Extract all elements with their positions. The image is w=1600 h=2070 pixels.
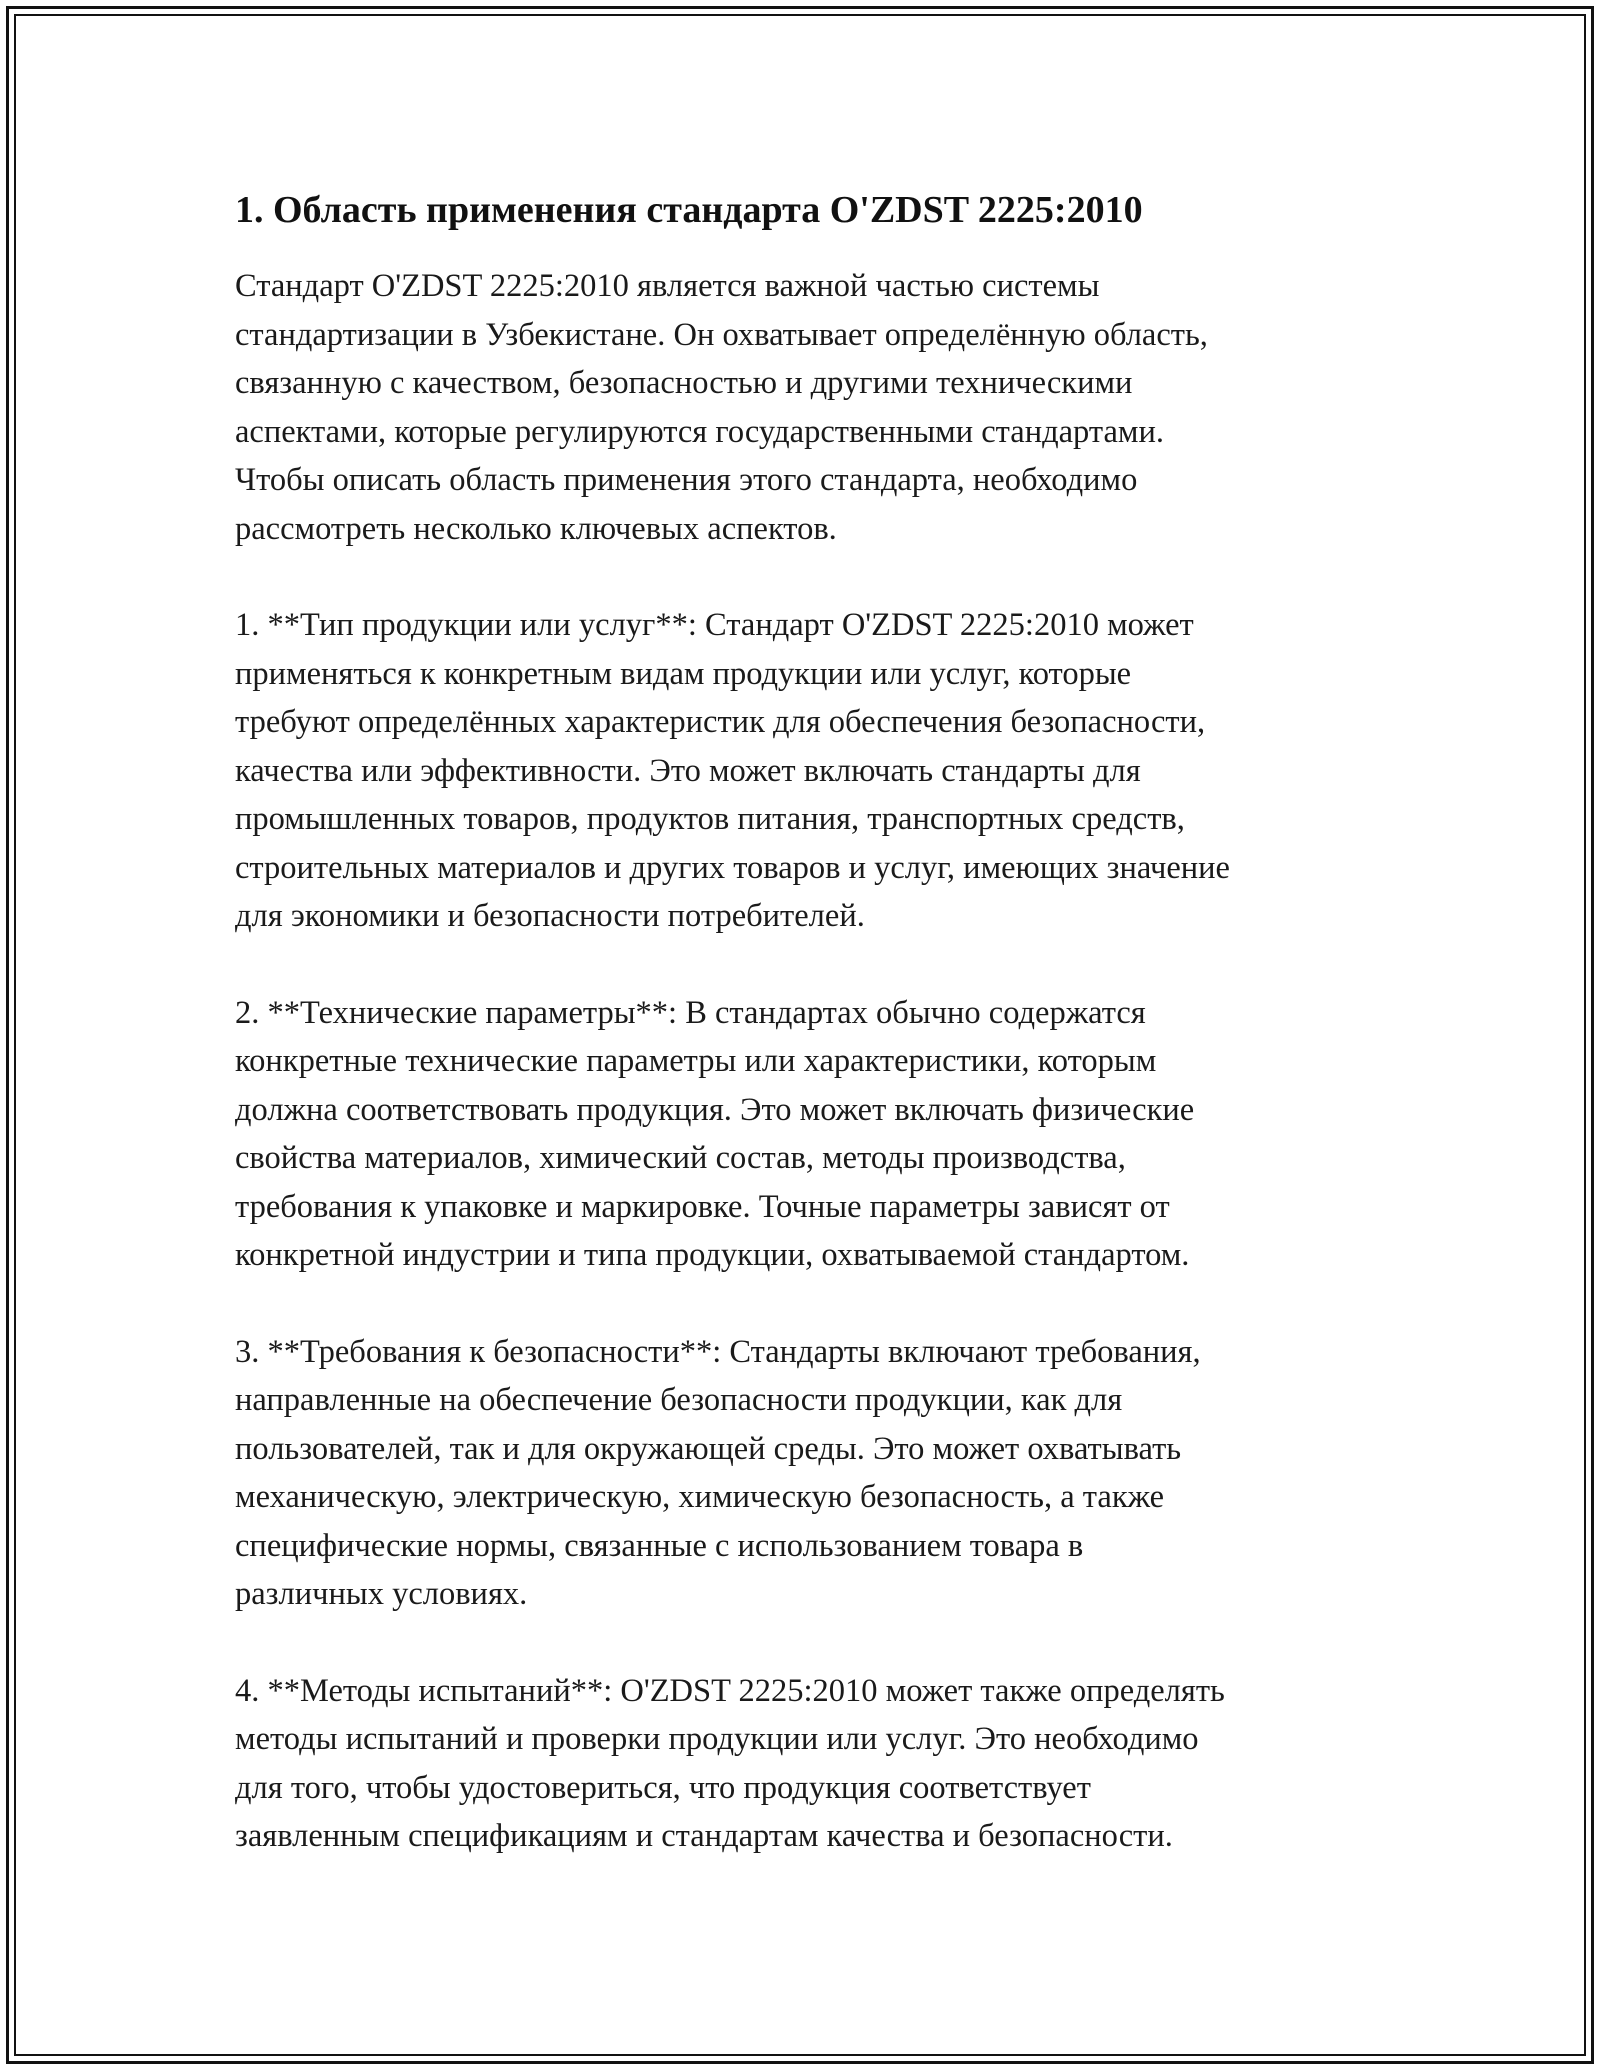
list-item-technical-parameters xyxy=(235,989,1385,1280)
text-line: требуют определённых характеристик для обеспечения безопасности, xyxy=(235,704,1206,740)
text-line: рассмотреть несколько ключевых аспектов. xyxy=(235,510,837,547)
text-line: конкретные технические параметры или характеристики, которым xyxy=(235,1043,1157,1079)
text-line: требования к упаковке и маркировке. Точные параметры зависят от xyxy=(235,1188,1170,1225)
list-item-product-type xyxy=(235,601,1385,941)
text-line: Стандарт O'ZDST 2225:2010 является важной частью системы xyxy=(235,268,1100,304)
text-line: специфические нормы, связанные с использованием товара в xyxy=(235,1527,1084,1564)
list-item-safety-requirements xyxy=(235,1328,1385,1619)
text-line: аспектами, которые регулируются государственными стандартами. xyxy=(235,413,1164,450)
text-line: заявленным спецификациям и стандартам качества и безопасности. xyxy=(235,1818,1173,1854)
document-body xyxy=(235,186,1385,1861)
text-line: Чтобы описать область применения этого стандарта, необходимо xyxy=(235,462,1138,498)
text-line: механическую, электрическую, химическую безопасность, а также xyxy=(235,1479,1165,1515)
text-line: применяться к конкретным видам продукции или услуг, которые xyxy=(235,655,1132,692)
text-line: направленные на обеспечение безопасности продукции, как для xyxy=(235,1382,1123,1418)
text-line: стандартизации в Узбекистане. Он охватывает определённую область, xyxy=(235,316,1208,353)
text-line: различных условиях. xyxy=(235,1576,528,1612)
text-line: строительных материалов и других товаров и услуг, имеющих значение xyxy=(235,849,1230,886)
text-line: для того, чтобы удостовериться, что продукция соответствует xyxy=(235,1769,1091,1806)
text-line: пользователей, так и для окружающей среды. Это может охватывать xyxy=(235,1430,1182,1467)
text-line: промышленных товаров, продуктов питания, транспортных средств, xyxy=(235,801,1185,837)
text-line: качества или эффективности. Это может включать стандарты для xyxy=(235,752,1141,789)
intro-paragraph xyxy=(235,262,1385,553)
text-line: связанную с качеством, безопасностью и другими техническими xyxy=(235,365,1133,401)
text-line: должна соответствовать продукция. Это может включать физические xyxy=(235,1091,1195,1128)
text-line: методы испытаний и проверки продукции или услуг. Это необходимо xyxy=(235,1721,1199,1757)
text-line: конкретной индустрии и типа продукции, охватываемой стандартом. xyxy=(235,1237,1190,1273)
section-heading: 1. Область применения стандарта O'ZDST 2225:2010 xyxy=(235,189,1143,231)
text-line: 2. **Технические параметры**: В стандартах обычно содержатся xyxy=(235,994,1146,1031)
text-line: 4. **Методы испытаний**: O'ZDST 2225:2010 может также определять xyxy=(235,1672,1225,1709)
text-line: свойства материалов, химический состав, методы производства, xyxy=(235,1140,1126,1176)
text-line: 1. **Тип продукции или услуг**: Стандарт O'ZDST 2225:2010 может xyxy=(235,607,1194,643)
text-line: для экономики и безопасности потребителей. xyxy=(235,898,865,934)
list-item-test-methods xyxy=(235,1667,1385,1861)
text-line: 3. **Требования к безопасности**: Стандарты включают требования, xyxy=(235,1333,1201,1370)
